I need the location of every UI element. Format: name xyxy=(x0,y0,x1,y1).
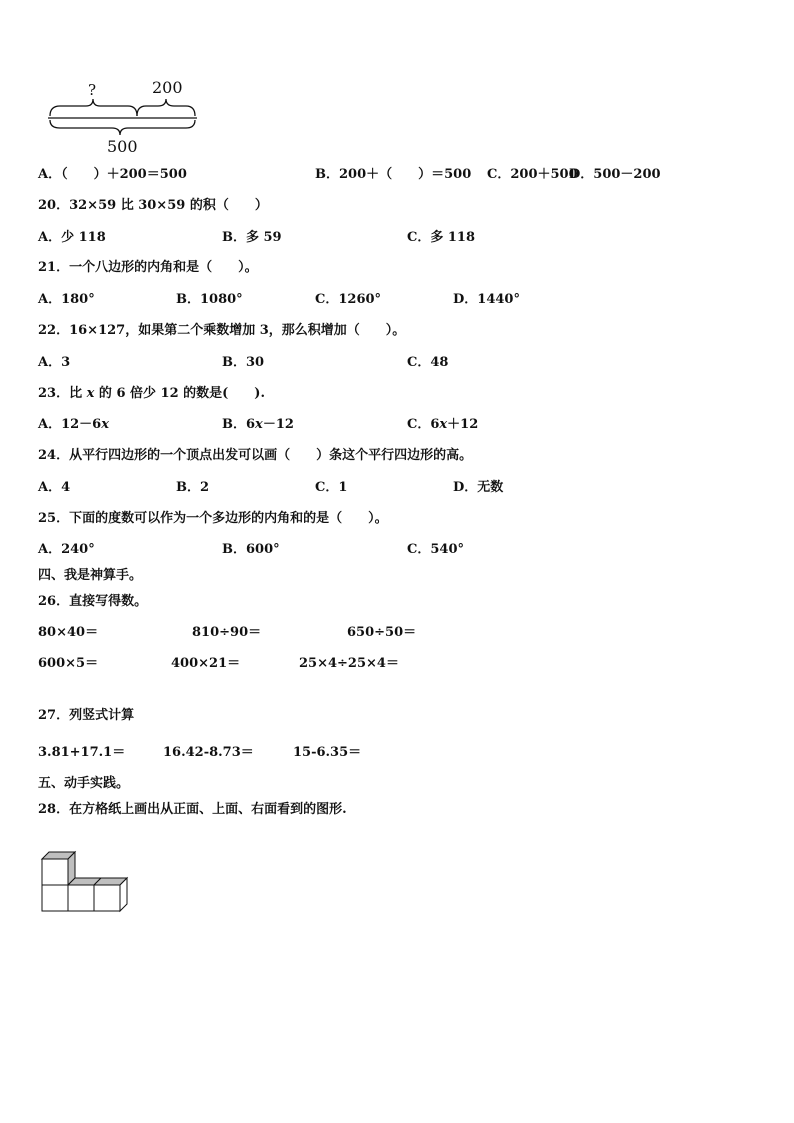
q26-question: 26．直接写得数。 xyxy=(38,594,148,609)
q23-question xyxy=(38,386,265,402)
q25-option-a: A．240° xyxy=(38,542,95,557)
q23-suffix: 的 6 倍少 12 的数是( ). xyxy=(94,386,265,401)
brace-200-label: 200 xyxy=(152,78,183,97)
brace-diagram xyxy=(0,0,794,160)
cube-front-bottom-right xyxy=(94,885,120,911)
q20-option-c: C．多 118 xyxy=(407,230,476,245)
brace-question-label: ? xyxy=(88,81,97,99)
q21-question: 21．一个八边形的内角和是（ ）。 xyxy=(38,260,258,275)
q21-option-c: C．1260° xyxy=(315,292,382,307)
q27-item-1: 3.81+17.1＝ xyxy=(38,745,126,760)
q21-option-a: A．180° xyxy=(38,292,95,307)
q24-question: 24．从平行四边形的一个顶点出发可以画（ ）条这个平行四边形的高。 xyxy=(38,448,473,463)
cube-figure xyxy=(40,848,140,920)
q24-option-b: B．2 xyxy=(176,480,210,495)
q26-item-1: 80×40＝ xyxy=(38,625,99,640)
q22-question: 22．16×127，如果第二个乘数增加 3，那么积增加（ ）。 xyxy=(38,323,406,338)
q20-question: 20．32×59 比 30×59 的积（ ） xyxy=(38,198,268,213)
brace-500-label: 500 xyxy=(107,137,138,156)
q26-item-5: 400×21＝ xyxy=(171,656,241,671)
q23-prefix: 23．比 xyxy=(38,386,87,401)
q26-item-2: 810÷90＝ xyxy=(192,625,262,640)
bottom-brace xyxy=(50,120,195,135)
q24-option-a: A．4 xyxy=(38,480,71,495)
q20-option-b: B．多 59 xyxy=(222,230,282,245)
q19-option-c: C．200＋500 xyxy=(487,167,578,182)
q24-option-c: C．1 xyxy=(315,480,348,495)
q23-option-b: B．6x－12 xyxy=(222,417,294,432)
q27-question: 27．列竖式计算 xyxy=(38,708,135,723)
q27-item-3: 15-6.35＝ xyxy=(293,745,362,760)
q28-question: 28．在方格纸上画出从正面、上面、右面看到的图形. xyxy=(38,802,347,817)
top-brace-left xyxy=(50,99,137,116)
q22-option-a: A．3 xyxy=(38,355,71,370)
q19-option-a: A．（ ）＋200＝500 xyxy=(38,167,187,182)
q26-item-6: 25×4÷25×4＝ xyxy=(299,656,399,671)
q25-question: 25．下面的度数可以作为一个多边形的内角和的是（ ）。 xyxy=(38,511,388,526)
q26-item-3: 650÷50＝ xyxy=(347,625,417,640)
q25-option-c: C．540° xyxy=(407,542,464,557)
q23-variable: x xyxy=(86,386,95,401)
q27-item-2: 16.42-8.73＝ xyxy=(163,745,254,760)
section-4-heading: 四、我是神算手。 xyxy=(38,568,143,583)
q20-option-a: A．少 118 xyxy=(38,230,106,245)
cube-front-top-left xyxy=(42,859,68,885)
q21-option-b: B．1080° xyxy=(176,292,243,307)
q22-option-b: B．30 xyxy=(222,355,265,370)
top-brace-right xyxy=(137,99,195,116)
cube-front-bottom-middle xyxy=(68,885,94,911)
q25-option-b: B．600° xyxy=(222,542,280,557)
q23-option-a: A．12－6x xyxy=(38,417,109,432)
section-5-heading: 五、动手实践。 xyxy=(38,776,130,791)
q24-option-d: D．无数 xyxy=(453,480,504,495)
q19-option-b: B．200＋（ ）＝500 xyxy=(315,167,472,182)
q19-option-d: D．500－200 xyxy=(569,167,661,182)
q22-option-c: C．48 xyxy=(407,355,449,370)
cube-front-bottom-left xyxy=(42,885,68,911)
q23-option-c: C．6x＋12 xyxy=(407,417,479,432)
q21-option-d: D．1440° xyxy=(453,292,520,307)
q26-item-4: 600×5＝ xyxy=(38,656,99,671)
